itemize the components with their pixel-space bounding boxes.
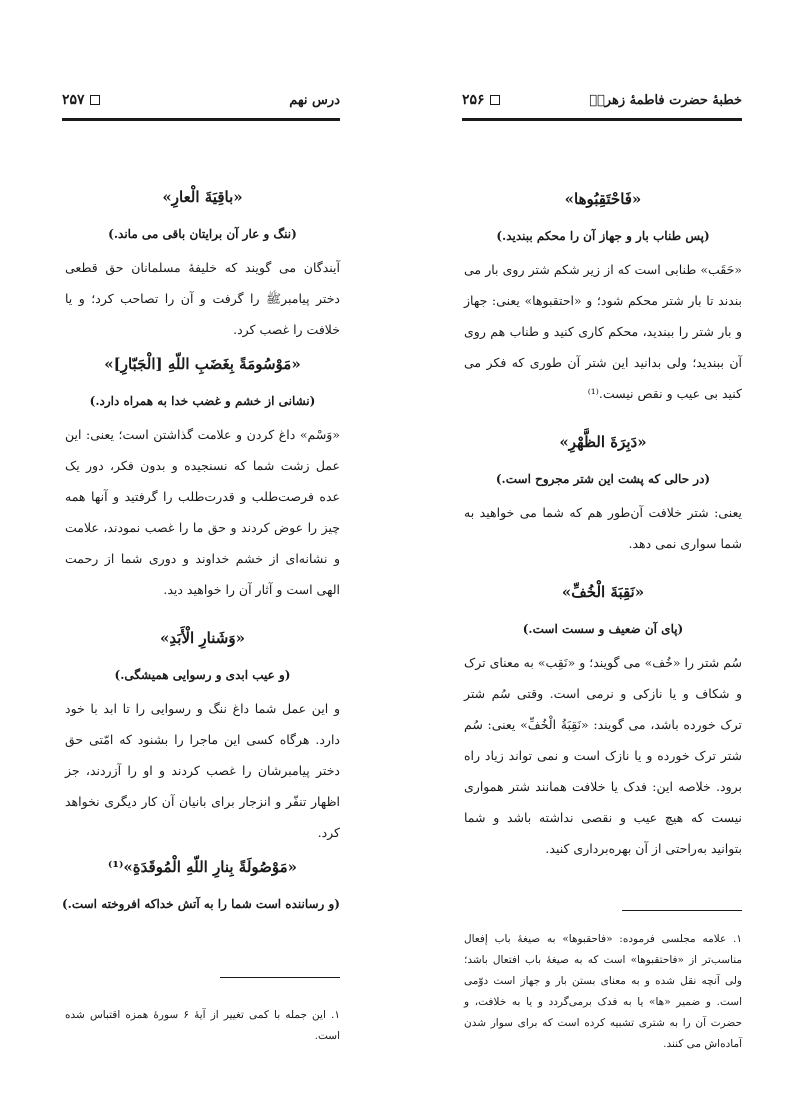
page-header: [62, 88, 340, 112]
square-ornament-icon: [90, 95, 100, 105]
running-title: خطبهٔ حضرت فاطمهٔ زهراؑ: [589, 92, 742, 108]
quote-translation: (پس طناب بار و جهاز آن را محكم ببنديد.): [496, 229, 710, 243]
commentary-paragraph: «وَسْم» داغ كردن و علامت گذاشتن است؛ يعنی: اين عمل زشت شما كه نسنجيده و بدون فكر، دور يک عده فرصت‌طلب و قدرت‌طلب را گرفتيد و آنها همه چيز را عوض كردند و حق ما را غصب نمودند، علامت و نشانه‌ای از خشم خداوند و دوری شما از رحمت الهی است و آثار آن را خواهيد ديد.: [65, 427, 340, 597]
quote-translation: (نشانی از خشم و غضب خدا به همراه دارد.): [89, 394, 316, 408]
header-rule: [62, 118, 340, 121]
commentary-paragraph: آيندگان می گويند كه خليفهٔ مسلمانان حق قطعی دختر پيامبرﷺ را گرفت و آن را تصاحب كرد؛ و يا خلافت را غصب كرد.: [65, 260, 340, 337]
arabic-quote: «مَوْسُومَةً بِغَضَبِ اللّهِ [الْجَبّارِ]»: [104, 355, 301, 373]
arabic-quote: «مَوْصُولَةً بِنارِ اللّهِ الْمُوقَدَةِ»⁽¹⁾: [107, 858, 298, 876]
quote-translation: (در حالی كه پشت اين شتر مجروح است.): [495, 472, 711, 486]
running-title: درس نهم: [289, 92, 340, 108]
footnote: ١. اين جمله با كمی تغيير از آيهٔ ۶ سورهٔ همزه اقتباس شده است.: [65, 1008, 340, 1042]
commentary-paragraph: سُم شتر را «خُف» می گويند؛ و «نَقِب» به معنای ترک و شكاف و يا نازكی و نرمی است. وقتی سُم شتر ترک خورده باشد، می گويند: «نَقِبَةُ الْخُفِّ» يعنی: سُم شتر ترک خورده و يا نازک است و نمی تواند زياد راه برود. خلاصه اين: فدک يا خلافت همانند شتر همواری نيست كه هيچ عيب و نقصی نداشته باشد و شما بتوانيد به‌راحتی از آن بهره‌برداری كنيد.: [464, 655, 742, 856]
footnote-rule: [220, 977, 340, 978]
arabic-quote: «نَقِبَةَ الْخُفِّ»: [561, 583, 645, 601]
footnote: ١. علامه مجلسی فرموده: «فاحقبوها» به صيغهٔ باب إفعال مناسب‌تر از «فاحتقبوها» است كه به صيغهٔ باب افتعال باشد؛ ولی آنچه نقل شده و به معنای بستن بار و جهاز است دوّمی است. و ضمير «ها» يا به فدک برمی‌گردد و يا به خلافت، و حضرت آن را به شتری تشبيه كرده است كه برای سوار شدن آماده‌اش می كنند.: [464, 932, 742, 1050]
quote-translation: (و رساننده است شما را به آتش خداكه افروخته است.): [61, 897, 340, 911]
page-number-text: ۲۵۷: [62, 92, 85, 108]
commentary-paragraph: يعنی: شتر خلافت آن‌طور هم كه شما می خواهيد به شما سواری نمی دهد.: [464, 505, 742, 551]
page-number: [62, 92, 100, 108]
page-number: [462, 92, 500, 108]
page-body: [61, 178, 340, 922]
page-body: [464, 180, 742, 864]
right-page: [400, 0, 800, 1100]
commentary-paragraph: «حَقَب» طنابی است كه از زير شكم شتر روی بار می بندند تا بار شتر محكم شود؛ و «احتقبوها» يعنی: جهاز و بار شتر را ببنديد، محكم كاری كنيد و طناب هم روی آن ببنديد؛ ولی بدانيد اين شتر آن طوری كه فكر می كنيد بی عيب و نقص نيست.⁽¹⁾: [464, 262, 742, 401]
square-ornament-icon: [490, 95, 500, 105]
commentary-paragraph: و اين عمل شما داغ ننگ و رسوايی را تا ابد با خود دارد. هرگاه كسی اين ماجرا را بشنود كه امّتی حق دختر پيامبرشان را غصب كردند و او را آزردند، جز اظهار تنفّر و انزجار برای بانيان آن كار ديگری نخواهد كرد.: [65, 701, 340, 840]
arabic-quote: «باقِيَةَ الْعارِ»: [162, 188, 243, 206]
page-number-text: ۲۵۶: [462, 92, 485, 108]
arabic-quote: «وَشَنارِ الْأَبَدِ»: [160, 629, 245, 647]
header-rule: [462, 118, 742, 121]
arabic-quote: «دَبِرَةَ الظَّهْرِ»: [559, 433, 647, 451]
page-header: [462, 88, 742, 112]
quote-translation: (پای آن ضعيف و سست است.): [522, 622, 684, 636]
quote-translation: (ننگ و عار آن برايتان باقی می ماند.): [108, 227, 297, 241]
arabic-quote: «فَاحْتَقِبُوها»: [564, 190, 642, 208]
footnote-rule: [622, 910, 742, 911]
quote-translation: (و عيب ابدی و رسوايی هميشگی.): [114, 668, 291, 682]
